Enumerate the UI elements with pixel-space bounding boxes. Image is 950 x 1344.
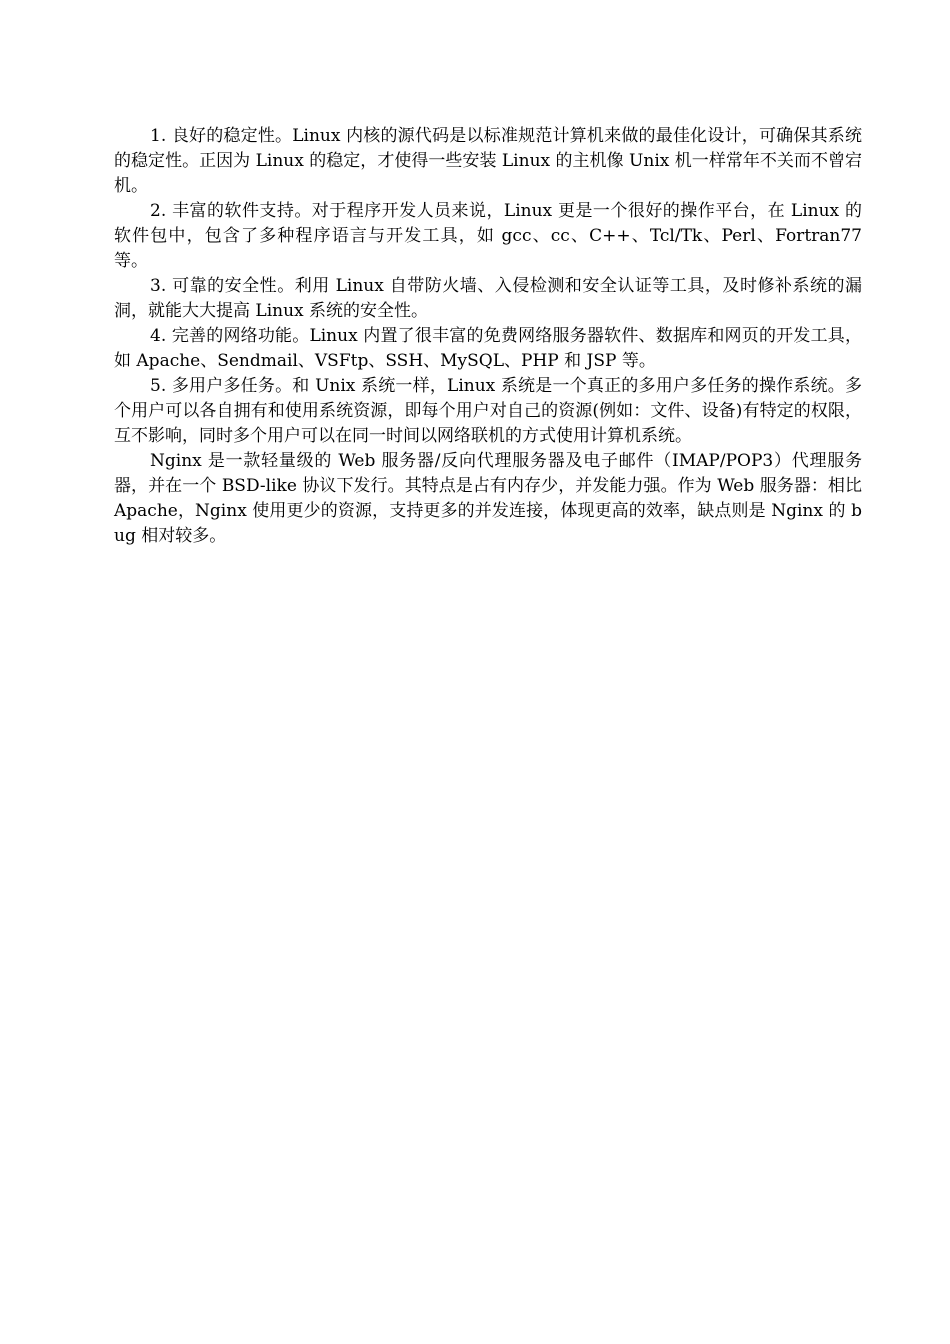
paragraph-multiuser: 5. 多用户多任务。和 Unix 系统一样，Linux 系统是一个真正的多用户多任务的操作系统。多个用户可以各自拥有和使用系统资源，即每个用户对自己的资源(例如：文件、设备)有特定的权限，互不影响，同时多个用户可以在同一时间以网络联机的方式使用计算机系统。 xyxy=(114,376,862,446)
paragraph-stability: 1. 良好的稳定性。Linux 内核的源代码是以标准规范计算机来做的最佳化设计，可确保其系统的稳定性。正因为 Linux 的稳定，才使得一些安装 Linux 的主机像 Unix 机一样常年不关而不曾宕机。 xyxy=(114,126,862,196)
paragraph-nginx: Nginx 是一款轻量级的 Web 服务器/反向代理服务器及电子邮件（IMAP/POP3）代理服务器，并在一个 BSD-like 协议下发行。其特点是占有内存少，并发能力强。作为 Web 服务器：相比 Apache，Nginx 使用更少的资源，支持更多的并发连接，体现更高的效率，缺点则是 Nginx 的 bug 相对较多。 xyxy=(114,451,862,546)
paragraph-network: 4. 完善的网络功能。Linux 内置了很丰富的免费网络服务器软件、数据库和网页的开发工具，如 Apache、Sendmail、VSFtp、SSH、MySQL、PHP 和 JSP 等。 xyxy=(114,326,862,371)
paragraph-software-support: 2. 丰富的软件支持。对于程序开发人员来说，Linux 更是一个很好的操作平台，在 Linux 的软件包中，包含了多种程序语言与开发工具，如 gcc、cc、C++、Tcl/Tk、Perl、Fortran77 等。 xyxy=(114,201,862,271)
document-body xyxy=(114,124,862,549)
paragraph-security: 3. 可靠的安全性。利用 Linux 自带防火墙、入侵检测和安全认证等工具，及时修补系统的漏洞，就能大大提高 Linux 系统的安全性。 xyxy=(114,276,862,321)
